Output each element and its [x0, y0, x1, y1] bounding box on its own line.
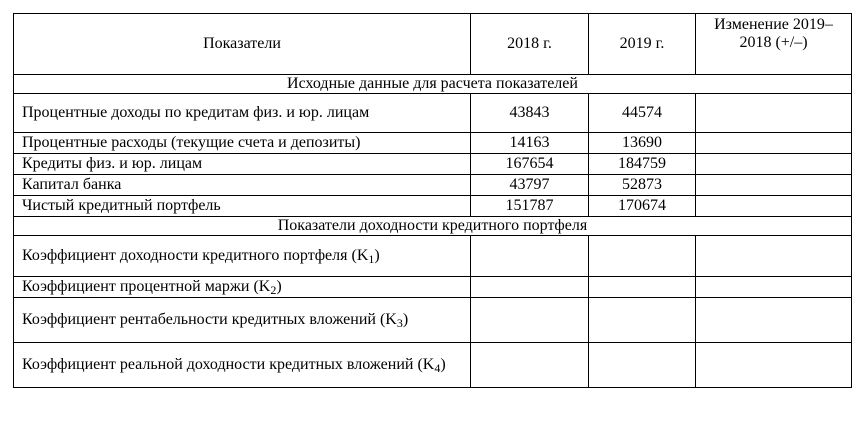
indicators-table — [13, 13, 852, 388]
value-2019 — [589, 298, 696, 343]
metric-text: Коэффициент доходности кредитного портфеля (K — [22, 247, 369, 264]
value-change — [696, 343, 852, 388]
metric-close: ) — [402, 311, 409, 328]
value-2018: 151787 — [471, 196, 589, 217]
value-2018 — [471, 277, 589, 298]
header-row — [14, 14, 852, 75]
section-title: Показатели доходности кредитного портфеля — [14, 217, 852, 236]
metric-subscript: 3 — [396, 316, 403, 330]
header-year-2018: 2018 г. — [471, 14, 589, 75]
value-2019: 44574 — [589, 94, 696, 133]
value-2019 — [589, 277, 696, 298]
row-label: Кредиты физ. и юр. лицам — [14, 154, 471, 175]
section-profitability — [14, 217, 852, 236]
metric-text: Коэффициент процентной маржи (K — [22, 278, 271, 295]
table-row — [14, 196, 852, 217]
table-row — [14, 154, 852, 175]
table-row — [14, 236, 852, 277]
table-row — [14, 133, 852, 154]
row-label: Процентные расходы (текущие счета и депозиты) — [14, 133, 471, 154]
metric-close: ) — [440, 356, 446, 373]
header-change: Изменение 2019–2018 (+/–) — [696, 14, 852, 75]
row-label: Капитал банка — [14, 175, 471, 196]
section-title: Исходные данные для расчета показателей — [14, 75, 852, 94]
value-change — [696, 298, 852, 343]
metric-label — [14, 277, 471, 298]
table-row — [14, 343, 852, 388]
value-2019: 52873 — [589, 175, 696, 196]
table-row — [14, 298, 852, 343]
metric-subscript: 4 — [434, 361, 441, 375]
value-2018 — [471, 236, 589, 277]
value-2018: 14163 — [471, 133, 589, 154]
value-2019: 184759 — [589, 154, 696, 175]
value-change — [696, 133, 852, 154]
metric-label — [14, 236, 471, 277]
table-row — [14, 175, 852, 196]
header-year-2019: 2019 г. — [589, 14, 696, 75]
value-change — [696, 175, 852, 196]
value-2018: 43797 — [471, 175, 589, 196]
value-2018 — [471, 298, 589, 343]
value-change — [696, 94, 852, 133]
value-2019: 13690 — [589, 133, 696, 154]
value-2018: 43843 — [471, 94, 589, 133]
header-indicator: Показатели — [14, 14, 471, 75]
row-label: Процентные доходы по кредитам физ. и юр. лицам — [14, 94, 471, 133]
section-source-data — [14, 75, 852, 94]
value-2019 — [589, 236, 696, 277]
table-row — [14, 94, 852, 133]
value-change — [696, 196, 852, 217]
table-row — [14, 277, 852, 298]
row-label: Чистый кредитный портфель — [14, 196, 471, 217]
metric-subscript: 2 — [270, 283, 277, 297]
value-2018 — [471, 343, 589, 388]
metric-label — [14, 343, 471, 388]
value-change — [696, 154, 852, 175]
value-2019 — [589, 343, 696, 388]
metric-close: ) — [276, 278, 282, 295]
metric-text: Коэффициент реальной доходности кредитных вложений (K — [22, 356, 435, 373]
metric-label — [14, 298, 471, 343]
value-2018: 167654 — [471, 154, 589, 175]
value-change — [696, 277, 852, 298]
metric-subscript: 1 — [368, 252, 375, 266]
value-change — [696, 236, 852, 277]
metric-close: ) — [374, 247, 380, 264]
metric-text: Коэффициент рентабельности кредитных вложений (K — [22, 311, 397, 328]
value-2019: 170674 — [589, 196, 696, 217]
